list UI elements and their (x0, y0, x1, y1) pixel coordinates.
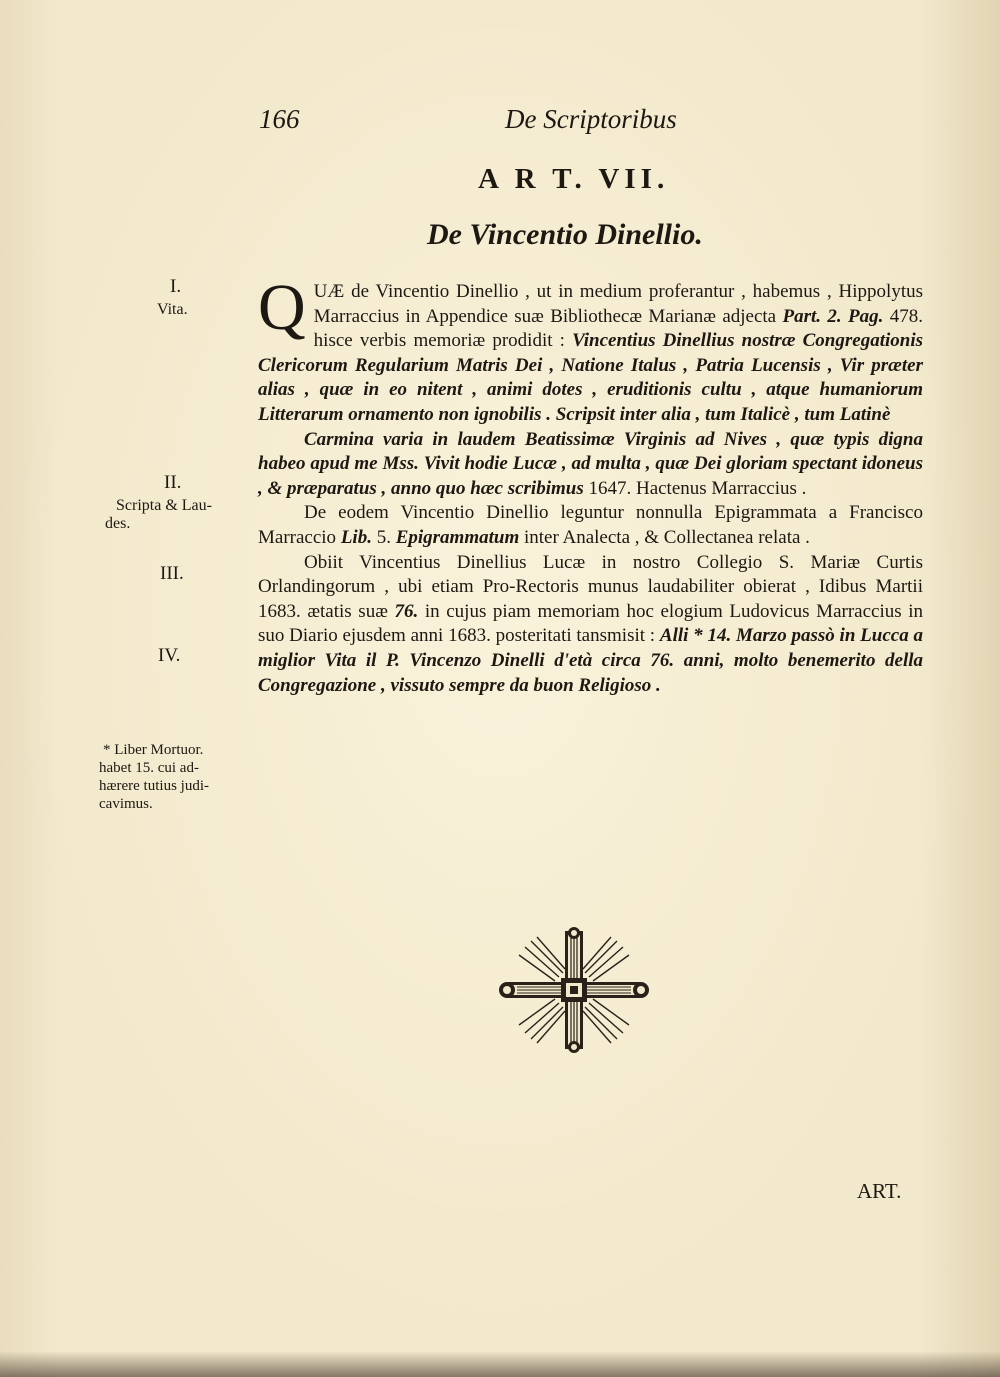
citation: Lib. (340, 526, 372, 548)
margin-note-line: habet 15. cui ad- (99, 760, 199, 776)
printers-ornament-icon (497, 927, 651, 1053)
page-number: 166 (259, 104, 300, 134)
article-heading: A R T. VII. (478, 163, 670, 195)
quotation: Vincentius Dinellius nostræ Congregationis Clericorum Regularium Matris Dei , Natione Italus , Patria Lucensis , Vir præter alias , quæ in eo nitent , animi dotes , eruditionis cultu , atque humaniorum Litterarum ornamento non ignobilis . Scripsit inter alia , tum Italicè , tum Latinè (258, 330, 923, 425)
margin-number-i: I. (170, 276, 182, 297)
margin-number-iv: IV. (158, 645, 181, 666)
article-subtitle: De Vincentio Dinellio. (427, 218, 703, 251)
margin-number-ii: II. (164, 472, 182, 493)
text-run: Obiit Vincentius Dinellius Lucæ in nostro Collegio S. Mariæ Curtis Orlandingorum , ubi etiam Pro-Rectoris munus laudabiliter obierat , Idibus Martii 1683. ætatis suæ (258, 551, 923, 622)
margin-number-iii: III. (160, 563, 184, 584)
catchword: ART. (857, 1179, 902, 1203)
paragraph-1 (258, 271, 924, 428)
margin-label-scripta: Scripta & Lau- (116, 497, 212, 514)
quotation: Carmina varia in laudem Beatissimæ Virginis ad Nives , quæ typis digna habeo apud me Mss. Vivit hodie Lucæ , ad multa , quæ Dei gloriam spectant idoneus , & præparatus , anno quo hæc scribimus (258, 428, 923, 499)
quotation: Alli * 14. Marzo passò in Lucca a miglior Vita il P. Vincenzo Dinelli d'età circa 76. anni, molto benemerito della Congregazione , vissuto sempre da buon Religioso . (258, 625, 924, 696)
margin-label-vita: Vita. (157, 301, 188, 318)
text-run: De eodem Vincentio Dinellio leguntur nonnulla Epigrammata a Francisco Marraccio (258, 502, 923, 548)
margin-note-line: * Liber Mortuor. (103, 742, 204, 758)
margin-label-des: des. (105, 515, 131, 532)
text-run: inter Analecta , & Collectanea relata . (523, 526, 810, 548)
citation: Epigrammatum (395, 526, 520, 548)
page-edge-shadow (0, 1351, 1000, 1377)
text-run: 76. (394, 600, 419, 622)
running-head: De Scriptoribus (505, 104, 677, 134)
citation: Part. 2. Pag. (782, 305, 884, 327)
body-text (258, 271, 924, 698)
text-run: in cujus piam memoriam hoc elogium Ludovicus Marraccius in suo Diario ejusdem anni 1683. posteritati tansmisit : (258, 600, 924, 647)
margin-note-line: hærere tutius judi- (99, 778, 209, 794)
text-run: 478. hisce verbis memoriæ prodidit : (313, 305, 924, 352)
margin-note-line: cavimus. (99, 796, 153, 812)
text-run: 5. (376, 526, 391, 548)
text-run: UÆ de Vincentio Dinellio , ut in medium proferantur , habemus , Hippolytus Marraccius in Appendice suæ Bibliothecæ Marianæ adjecta (313, 281, 923, 327)
drop-cap: Q (258, 271, 306, 344)
text-run: 1647. Hactenus Marraccius . (588, 477, 807, 499)
paragraph-2 (258, 428, 923, 502)
paragraph-4 (258, 551, 923, 699)
paragraph-3 (258, 501, 923, 550)
